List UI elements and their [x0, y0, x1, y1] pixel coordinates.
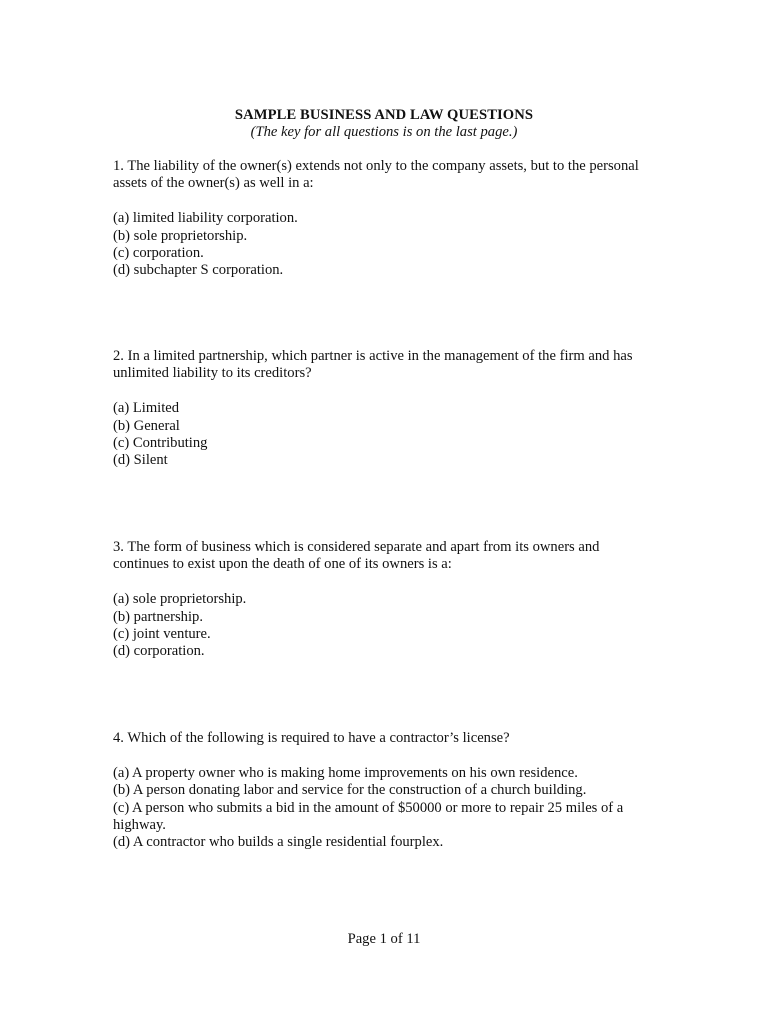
answer-option-a: (a) limited liability corporation. [113, 210, 298, 227]
answer-option-c: (c) corporation. [113, 245, 204, 262]
answer-option-c: (c) joint venture. [113, 626, 211, 643]
answer-option-d: (d) A contractor who builds a single residential fourplex. [113, 834, 444, 851]
document-subtitle: (The key for all questions is on the last page.) [250, 124, 518, 140]
question-text: 1. The liability of the owner(s) extends not only to the company assets, but to the personal assets of the owner(s) as well in a: [113, 158, 639, 192]
question-4 [113, 730, 658, 852]
answer-option-a: (a) Limited [113, 400, 180, 417]
answer-option-d: (d) corporation. [113, 643, 205, 660]
answer-option-c: (c) Contributing [113, 435, 208, 452]
answer-option-d: (d) subchapter S corporation. [113, 262, 284, 279]
answer-options [113, 210, 658, 280]
answer-options [113, 765, 658, 852]
answer-option-b: (b) General [113, 417, 180, 434]
answer-options [113, 591, 658, 661]
question-text: 3. The form of business which is considered separate and apart from its owners and continues to exist upon the death of one of its owners is a: [113, 539, 600, 573]
document-title: SAMPLE BUSINESS AND LAW QUESTIONS [234, 107, 534, 123]
question-1 [113, 158, 658, 280]
answer-option-a: (a) A property owner who is making home improvements on his own residence. [113, 764, 578, 781]
answer-option-d: (d) Silent [113, 452, 168, 469]
answer-option-b: (b) sole proprietorship. [113, 227, 248, 244]
question-text: 2. In a limited partnership, which partner is active in the management of the firm and has unlimited liability to its creditors? [113, 348, 633, 382]
question-2 [113, 348, 658, 470]
answer-options [113, 400, 658, 470]
question-text: 4. Which of the following is required to have a contractor’s license? [113, 730, 510, 746]
page-number: Page 1 of 11 [347, 931, 421, 947]
answer-option-b: (b) partnership. [113, 608, 203, 625]
answer-option-a: (a) sole proprietorship. [113, 591, 247, 608]
answer-option-c: (c) A person who submits a bid in the amount of $50000 or more to repair 25 miles of a highway. [113, 799, 624, 834]
answer-option-b: (b) A person donating labor and service for the construction of a church building. [113, 782, 587, 799]
question-3 [113, 539, 658, 661]
